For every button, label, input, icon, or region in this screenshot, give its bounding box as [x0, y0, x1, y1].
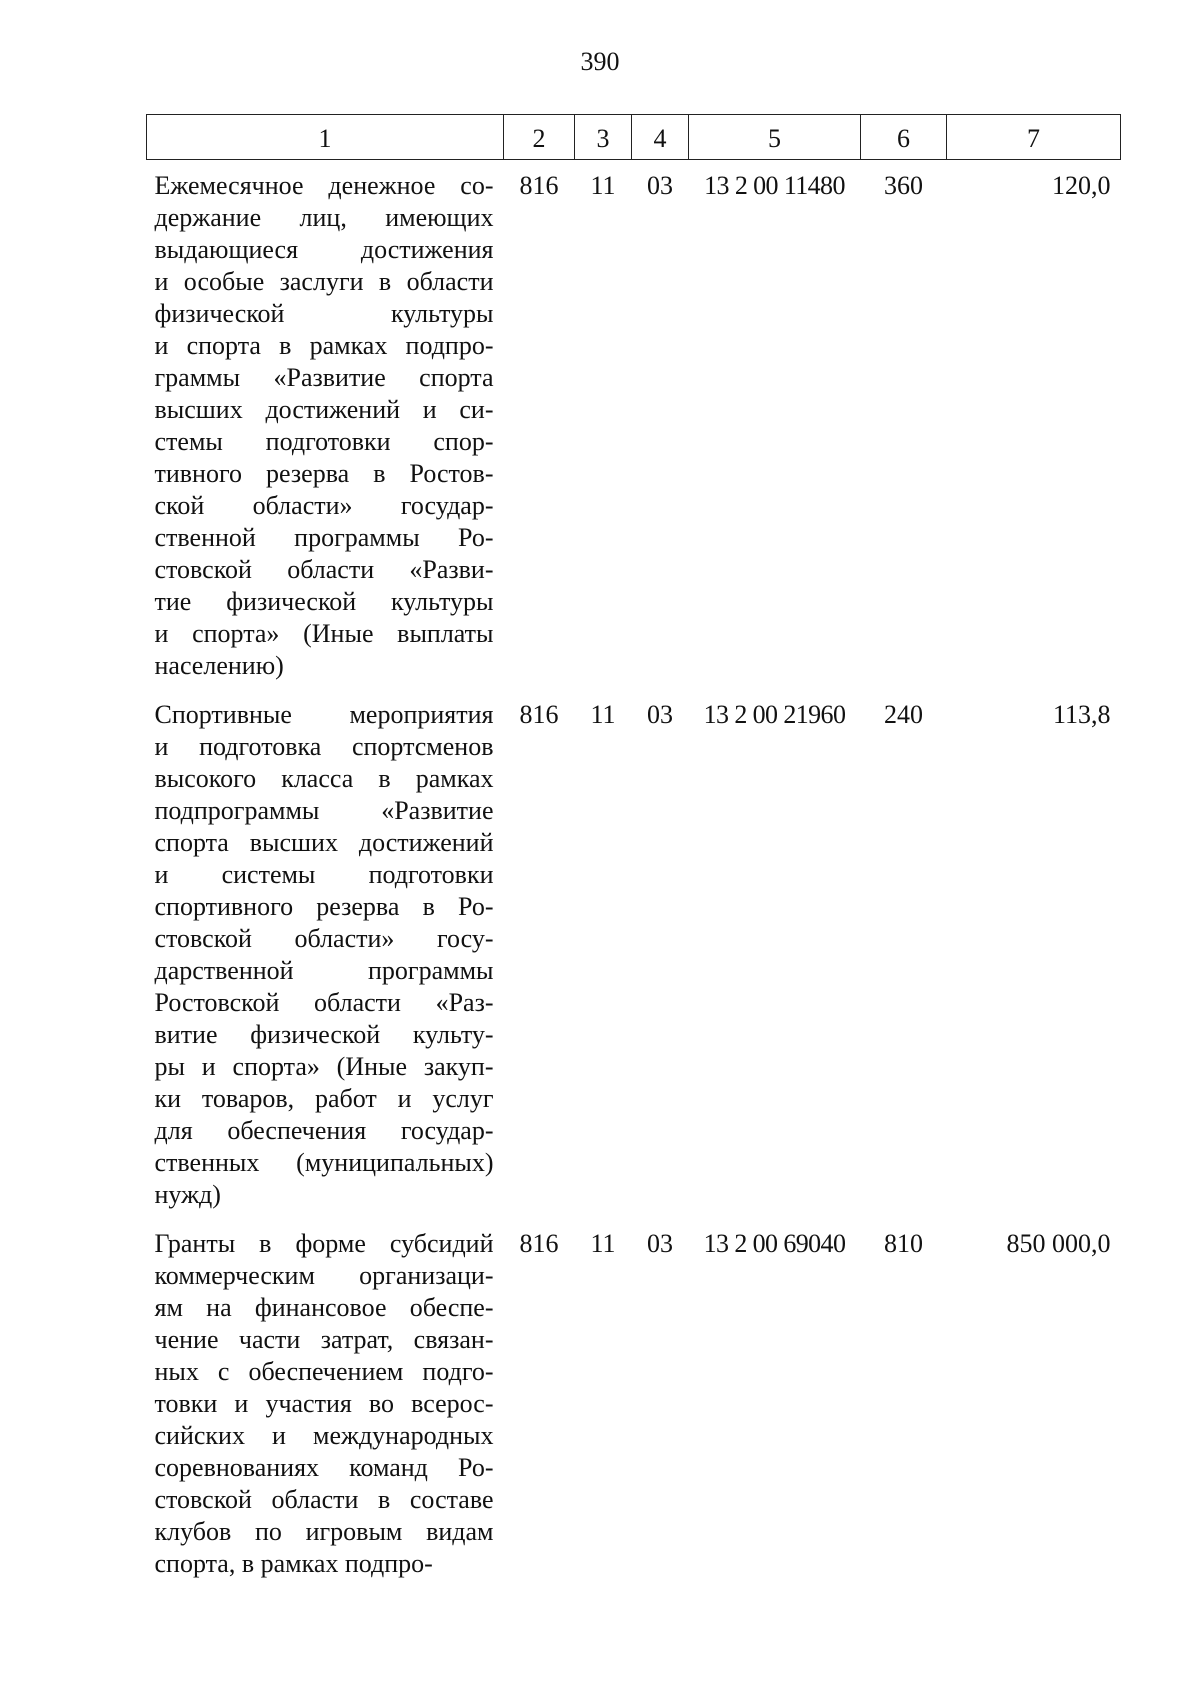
description-line: и системы подготовки — [154, 860, 494, 889]
description-line: сийских и международных — [154, 1421, 494, 1450]
subsection-code: 03 — [647, 700, 673, 729]
description-line: и подготовка спортсменов — [154, 732, 494, 761]
expense-type-code: 810 — [884, 1229, 923, 1258]
description-line: ры и спорта» (Иные закуп- — [154, 1052, 494, 1081]
description-line: выдающиеся достижения — [154, 235, 494, 264]
grbs-code: 816 — [519, 171, 559, 200]
grbs-code: 816 — [519, 700, 559, 729]
description-line: и особые заслуги в области — [154, 267, 494, 296]
row-description — [147, 689, 504, 1218]
description-line: Ежемесячное денежное со- — [154, 171, 494, 200]
description-line: для обеспечения государ- — [154, 1116, 494, 1145]
description-line: коммерческим организаци- — [154, 1261, 494, 1290]
description-line: ской области» государ- — [154, 491, 494, 520]
amount-value: 850 000,0 — [1006, 1229, 1111, 1258]
description-line: Спортивные мероприятия — [154, 700, 494, 729]
target-article-code: 13 2 00 21960 — [703, 700, 846, 729]
budget-table — [146, 114, 1121, 1587]
column-header-3: 3 — [575, 115, 632, 160]
description-line: Ростовской области «Раз- — [154, 988, 494, 1017]
description-line: граммы «Развитие спорта — [154, 363, 494, 392]
column-header-2: 2 — [504, 115, 575, 160]
row-description — [147, 1218, 504, 1587]
description-line: стовской области в составе — [154, 1485, 494, 1514]
description-line: ственной программы Ро- — [154, 523, 494, 552]
description-line: ям на финансовое обеспе- — [154, 1293, 494, 1322]
description-line: стовской области «Разви- — [154, 555, 494, 584]
description-line: ных с обеспечением подго- — [154, 1357, 494, 1386]
description-line: чение части затрат, связан- — [154, 1325, 494, 1354]
target-article-code: 13 2 00 11480 — [704, 171, 845, 200]
subsection-code: 03 — [647, 1229, 673, 1258]
description-line: тие физической культуры — [154, 587, 494, 616]
description-line: спортивного резерва в Ро- — [154, 892, 494, 921]
description-line: и спорта в рамках подпро- — [154, 331, 494, 360]
description-line: ственных (муниципальных) — [154, 1148, 494, 1177]
expense-type-code: 240 — [884, 700, 923, 729]
description-line: спорта высших достижений — [154, 828, 494, 857]
table-row — [147, 689, 1121, 1218]
amount-value: 120,0 — [1052, 171, 1111, 200]
column-header-1: 1 — [147, 115, 504, 160]
row-description — [147, 160, 504, 690]
column-header-4: 4 — [632, 115, 689, 160]
column-header-5: 5 — [689, 115, 861, 160]
description-line: спорта, в рамках подпро- — [154, 1549, 433, 1578]
target-article-code: 13 2 00 69040 — [703, 1229, 846, 1258]
description-line: подпрограммы «Развитие — [154, 796, 494, 825]
description-line: физической культуры — [154, 299, 494, 328]
description-line: ки товаров, работ и услуг — [154, 1084, 494, 1113]
amount-value: 113,8 — [1052, 700, 1111, 729]
description-line: дарственной программы — [154, 956, 494, 985]
subsection-code: 03 — [647, 171, 673, 200]
column-header-7: 7 — [947, 115, 1121, 160]
expense-type-code: 360 — [884, 171, 923, 200]
grbs-code: 816 — [519, 1229, 559, 1258]
section-code: 11 — [590, 171, 616, 200]
column-header-6: 6 — [861, 115, 947, 160]
table-row — [147, 160, 1121, 690]
description-line: высокого класса в рамках — [154, 764, 494, 793]
table-header-row — [147, 115, 1121, 160]
description-line: и спорта» (Иные выплаты — [154, 619, 494, 648]
description-line: населению) — [154, 651, 284, 680]
description-line: товки и участия во всерос- — [154, 1389, 494, 1418]
description-line: витие физической культу- — [154, 1020, 494, 1049]
description-line: держание лиц, имеющих — [154, 203, 494, 232]
description-line: тивного резерва в Ростов- — [154, 459, 494, 488]
description-line: клубов по игровым видам — [154, 1517, 494, 1546]
description-line: стовской области» госу- — [154, 924, 494, 953]
page-number: 390 — [580, 47, 620, 76]
description-line: соревнованиях команд Ро- — [154, 1453, 494, 1482]
table-row — [147, 1218, 1121, 1587]
section-code: 11 — [590, 700, 616, 729]
section-code: 11 — [590, 1229, 616, 1258]
table-body — [147, 160, 1121, 1588]
description-line: высших достижений и си- — [154, 395, 494, 424]
description-line: Гранты в форме субсидий — [154, 1229, 494, 1258]
description-line: нужд) — [154, 1180, 221, 1209]
description-line: стемы подготовки спор- — [154, 427, 494, 456]
